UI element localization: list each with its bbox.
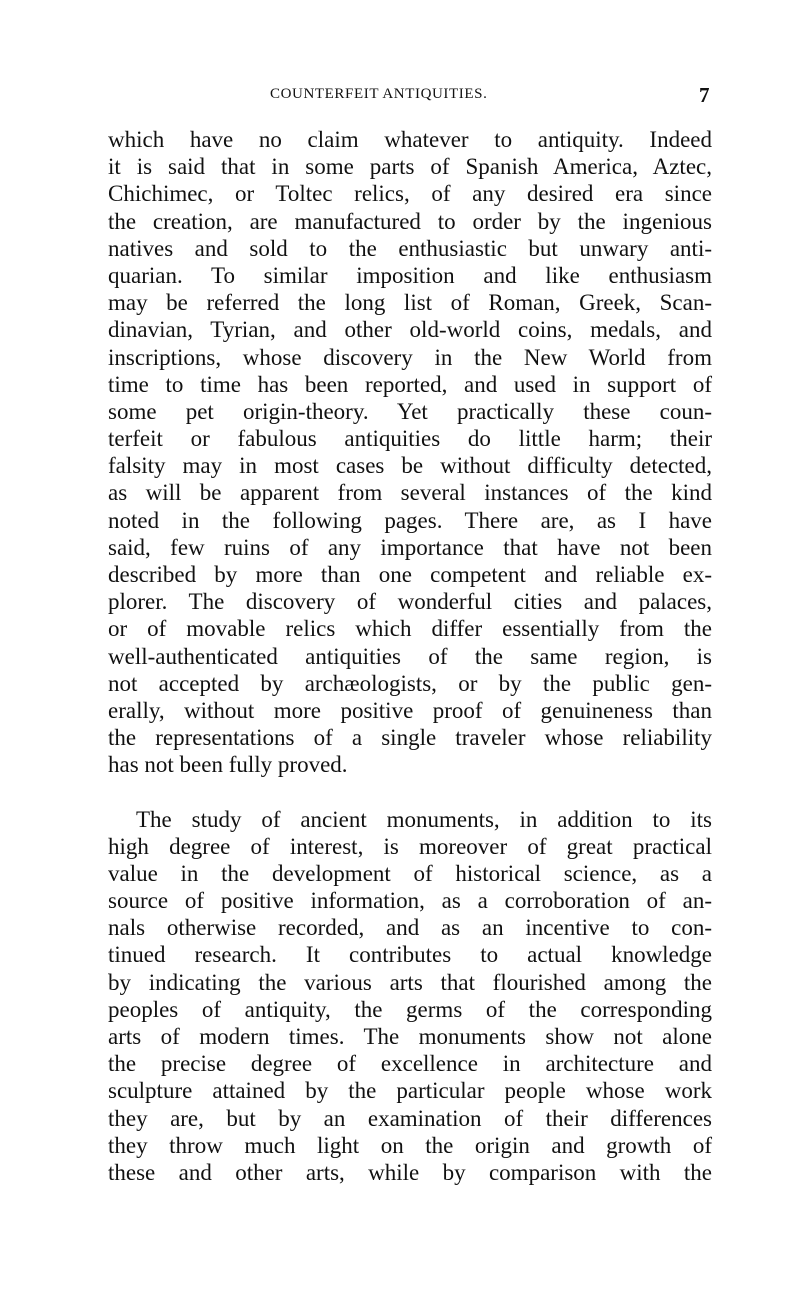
text-line: has not been fully proved. <box>108 752 348 778</box>
text-line: tinued research. It contributes to actual knowledge <box>108 942 712 968</box>
text-line: natives and sold to the enthusiastic but unwary anti- <box>108 235 712 261</box>
text-line: by indicating the various arts that flourished among the <box>108 969 712 995</box>
paragraph-2 <box>108 806 712 1187</box>
text-line: may be referred the long list of Roman, Greek, Scan- <box>108 290 712 316</box>
text-line: Chichimec, or Toltec relics, of any desired era since <box>108 181 712 207</box>
text-line: sculpture attained by the particular people whose work <box>108 1078 712 1104</box>
text-line: as will be apparent from several instances of the kind <box>108 480 712 506</box>
text-line: terfeit or fabulous antiquities do little harm; their <box>108 426 712 452</box>
text-line: they throw much light on the origin and growth of <box>108 1132 712 1158</box>
text-line: high degree of interest, is moreover of great practical <box>108 833 712 859</box>
text-line: plorer. The discovery of wonderful cities and palaces, <box>108 589 712 615</box>
text-line: well-authenticated antiquities of the same region, is <box>108 643 712 669</box>
paragraph-1 <box>108 126 712 779</box>
text-line: inscriptions, whose discovery in the New World from <box>108 344 712 370</box>
text-line: the creation, are manufactured to order by the ingenious <box>108 208 712 234</box>
text-line: it is said that in some parts of Spanish America, Aztec, <box>108 154 712 180</box>
text-line: erally, without more positive proof of genuineness than <box>108 697 712 723</box>
text-line: noted in the following pages. There are, as I have <box>108 507 712 533</box>
text-line: The study of ancient monuments, in addition to its <box>136 806 712 832</box>
text-line: the representations of a single traveler whose reliability <box>108 725 712 751</box>
text-line: these and other arts, while by comparison with the <box>108 1159 712 1185</box>
text-line: dinavian, Tyrian, and other old-world coins, medals, and <box>108 317 712 343</box>
text-line: or of movable relics which differ essentially from the <box>108 616 712 642</box>
text-line: some pet origin-theory. Yet practically these coun- <box>108 398 712 424</box>
paragraph-gap <box>108 779 712 806</box>
text-line: arts of modern times. The monuments show not alone <box>108 1024 712 1049</box>
text-line: falsity may in most cases be without difficulty detected, <box>108 453 712 479</box>
text-line: the precise degree of excellence in architecture and <box>108 1051 712 1077</box>
text-line: they are, but by an examination of their differences <box>108 1105 712 1131</box>
text-line: not accepted by archæologists, or by the public gen- <box>108 670 712 696</box>
body-text <box>108 126 712 1186</box>
running-title: COUNTERFEIT ANTIQUITIES. <box>270 86 488 102</box>
text-line: value in the development of historical science, as a <box>108 860 712 886</box>
text-line: quarian. To similar imposition and like enthusiasm <box>108 262 712 288</box>
text-line: nals otherwise recorded, and as an incentive to con- <box>108 915 712 941</box>
text-line: said, few ruins of any importance that have not been <box>108 534 712 560</box>
text-line: peoples of antiquity, the germs of the corresponding <box>108 996 712 1022</box>
text-line: time to time has been reported, and used in support of <box>108 371 712 397</box>
page-number: 7 <box>699 83 710 107</box>
text-line: described by more than one competent and reliable ex- <box>108 562 712 587</box>
text-line: source of positive information, as a corroboration of an- <box>108 888 712 914</box>
text-line: which have no claim whatever to antiquity. Indeed <box>108 127 712 152</box>
running-head <box>0 83 800 110</box>
